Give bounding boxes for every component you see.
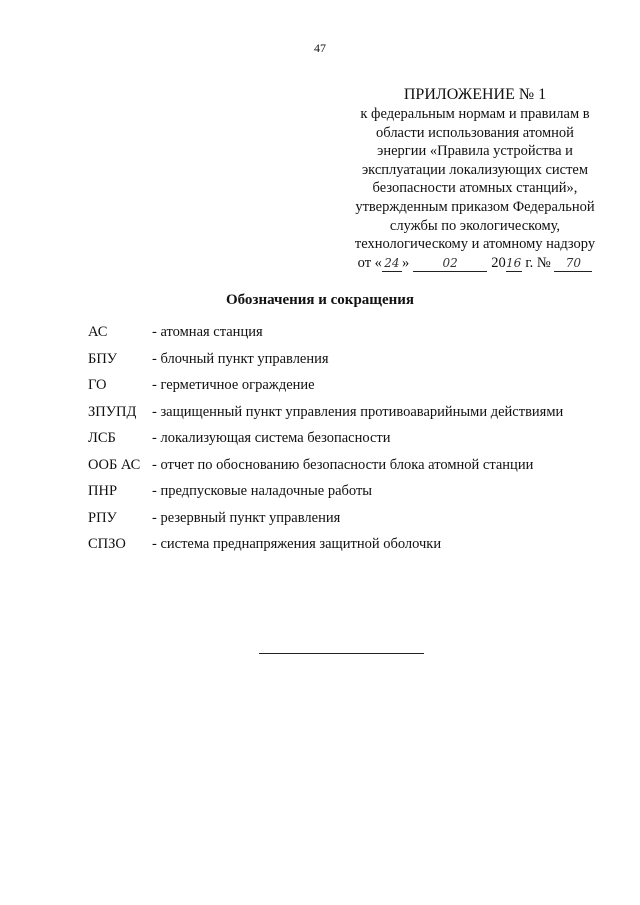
abbreviation-definition: - предпусковые наладочные работы (152, 483, 373, 499)
handwritten-year: 16 (506, 255, 522, 270)
abbreviation-definition: - система преднапряжения защитной оболочки (152, 536, 442, 552)
date-prefix: от « (357, 254, 382, 271)
abbreviation-term: ЗПУПД (88, 403, 137, 420)
abbreviation-row (88, 375, 628, 402)
abbreviation-row (88, 349, 628, 376)
abbreviation-definition: - атомная станция (152, 324, 263, 340)
handwritten-day: 24 (382, 256, 402, 272)
appendix-line: к федеральным нормам и правилам в (360, 106, 590, 122)
appendix-line: области использования атомной (376, 124, 574, 141)
appendix-block (330, 85, 620, 272)
abbreviation-term: АС (88, 324, 108, 340)
abbreviation-term: БПУ (88, 350, 118, 367)
page-number: 47 (314, 41, 326, 55)
abbreviation-definition: - резервный пункт управления (152, 509, 341, 526)
handwritten-month: 02 (413, 256, 487, 272)
handwritten-order-number: 70 (554, 256, 592, 272)
abbreviation-term: ПНР (88, 483, 118, 499)
abbreviation-definition: - блочный пункт управления (152, 350, 329, 367)
closing-divider (259, 653, 424, 654)
abbreviation-row (88, 508, 628, 535)
abbreviation-row (88, 402, 628, 429)
appendix-line: безопасности атомных станций», (372, 180, 578, 197)
date-quote-close: » (401, 254, 410, 271)
abbreviation-definition: - отчет по обоснованию безопасности блока атомной станции (152, 456, 534, 473)
appendix-line: энергии «Правила устройства и (377, 143, 573, 160)
order-number-prefix: г. № (525, 254, 551, 271)
abbreviation-definition: - локализующая система безопасности (152, 430, 391, 446)
year-prefix: 20 (491, 254, 506, 271)
abbreviation-term: ООБ АС (88, 456, 141, 473)
abbreviation-row (88, 455, 628, 482)
appendix-heading: ПРИЛОЖЕНИЕ № 1 (403, 86, 547, 103)
order-date-line (330, 254, 620, 273)
appendix-line: технологическому и атомному надзору (354, 236, 596, 253)
abbreviation-term: ГО (88, 377, 107, 393)
abbreviation-list (88, 322, 628, 561)
abbreviation-term: РПУ (88, 509, 117, 526)
abbreviation-row (88, 534, 628, 561)
abbreviation-definition: - герметичное ограждение (152, 377, 315, 393)
abbreviation-row (88, 322, 628, 349)
appendix-line: утвержденным приказом Федеральной (355, 198, 595, 215)
abbreviation-term: СПЗО (88, 536, 126, 552)
section-title: Обозначения и сокращения (225, 292, 415, 308)
abbreviation-definition: - защищенный пункт управления противоаварийными действиями (152, 403, 564, 420)
abbreviation-row (88, 481, 628, 508)
appendix-line: службы по экологическому, (389, 217, 561, 234)
abbreviation-term: ЛСБ (88, 430, 116, 446)
appendix-line: эксплуатации локализующих систем (361, 161, 589, 178)
abbreviation-row (88, 428, 628, 455)
